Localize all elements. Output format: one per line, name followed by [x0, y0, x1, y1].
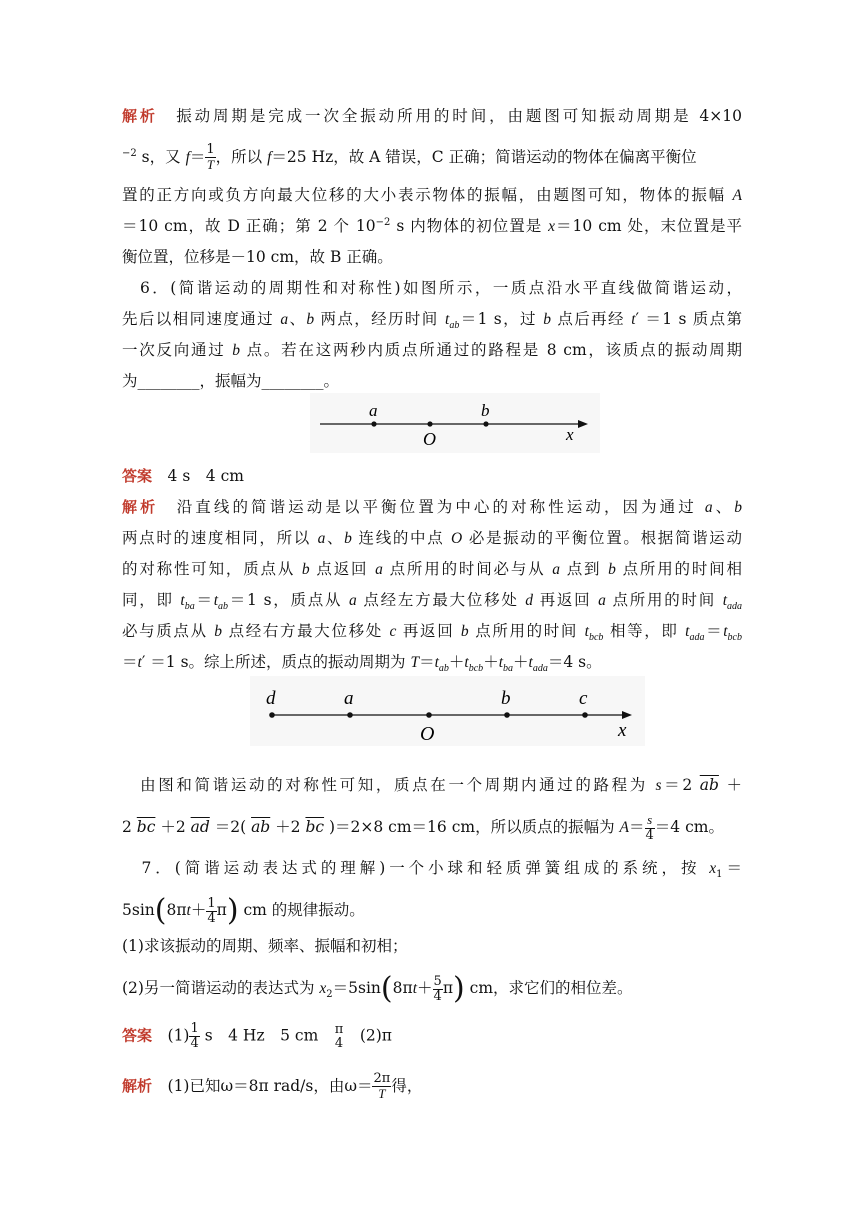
q7-sub-1: (1)求该振动的周期、频率、振幅和初相；	[122, 937, 408, 955]
q7-stem-line-1: 7．(简谐运动表达式的理解)一个小球和轻质弹簧组成的系统，按 $x_1=$	[122, 859, 742, 881]
q7-stem-line-2: 5sin(8πt＋ $\frac{1}{4}$ π) cm 的规律振动。	[122, 893, 365, 928]
svg-text:a: a	[344, 688, 354, 709]
q6-analysis-line-3: 的对称性可知，质点从 b 点返回 a 点所用的时间必与从 a 点到 b 点所用的时间相	[122, 560, 742, 578]
q5-line-5: 衡位置，位移是－10 cm，故 B 正确。	[122, 248, 393, 266]
fraction-1-over-4: $\frac{1}{4}$	[207, 895, 216, 926]
q6-stem-line-2: 先后以相同速度通过 a、b 两点，经历时间 $t_{ab}=1$ s，过 b 点后再经 t′ ＝1 s 质点第	[122, 310, 742, 332]
point-O	[427, 421, 432, 426]
figure-1-line-ab	[310, 393, 600, 453]
q5-line-2: $^{-2}$ s，又 f＝ $\frac{1}{T}$ ，所以 f＝25 Hz，故 A 错误，C 正确；简谐运动的物体在偏离平衡位	[122, 142, 697, 172]
q6-analysis-line-4: 同，即 $t_{ba}=t_{ab}=1$ s，质点从 a 点经左方最大位移处 d 再返回 a 点所用的时间 $t_{ada}$	[122, 591, 742, 613]
q6-answer	[122, 464, 742, 486]
point-d	[269, 712, 275, 718]
point-b	[483, 421, 488, 426]
fraction-s-over-4: $\frac{s}{4}$	[645, 812, 654, 843]
fraction-1-over-T: $\frac{1}{T}$	[206, 142, 215, 172]
svg-text:c: c	[579, 688, 588, 709]
q6-analysis-line-2: 两点时的速度相同，所以 a、b 连线的中点 O 必是振动的平衡位置。根据简谐运动	[122, 529, 742, 547]
q7-answer-label: 答案	[122, 1026, 153, 1045]
svg-text:x: x	[566, 425, 574, 444]
q6-analysis-line-5: 必与质点从 b 点经右方最大位移处 c 再返回 b 点所用的时间 $t_{bcb}$ 相等，即 $t_{ada}=t_{bcb}$	[122, 622, 742, 644]
point-c	[582, 712, 588, 718]
point-a	[347, 712, 353, 718]
point-O	[426, 712, 432, 718]
svg-text:O: O	[420, 723, 435, 745]
q6-stem-line-1: 6．(简谐运动的周期性和对称性)如图所示，一质点沿水平直线做简谐运动，	[122, 279, 742, 297]
q7-analysis-label: 解析	[122, 1077, 153, 1095]
fraction-pi-over-4: π 4	[334, 1021, 344, 1051]
q5-line-1: 解析 振动周期是完成一次全振动所用的时间，由题图可知振动周期是 4×10	[122, 107, 742, 125]
fraction-5-over-4: $\frac{5}{4}$	[433, 973, 442, 1004]
svg-text:d: d	[266, 688, 276, 709]
point-a	[371, 421, 376, 426]
svg-text:O: O	[423, 429, 436, 449]
q5-line-3: 置的正方向或负方向最大位移的大小表示物体的振幅，由题图可知，物体的振幅 A	[122, 186, 742, 204]
fraction-2pi-over-T: $\frac{2\pi}{T}$	[373, 1071, 391, 1101]
svg-text:b: b	[501, 688, 511, 709]
q6-stem-line-3: 一次反向通过 b 点。若在这两秒内质点所通过的路程是 8 cm，该质点的振动周期	[122, 341, 742, 359]
q7-answer: 答案 (1) $\frac{1}{4}$ s 4 Hz 5 cm π 4 (2)π	[122, 1021, 392, 1051]
q6-distance-line-2: 2 $\overline{bc} +2$ $\overline{ad} =2$( $\overline{ab} +2$ $\overline{bc}$ )＝2×8 cm＝16 cm，所以质点的振幅为 A＝ $\frac{s}{4}$ ＝4 cm。	[122, 812, 724, 843]
point-b	[504, 712, 510, 718]
svg-text:a: a	[369, 401, 378, 420]
svg-text:x: x	[618, 720, 627, 741]
figure-2-line-dabc	[250, 676, 645, 746]
svg-text:b: b	[481, 401, 490, 420]
q6-analysis-line-1: 解析 沿直线的简谐运动是以平衡位置为中心的对称性运动，因为通过 a、b	[122, 498, 742, 516]
q6-stem-line-4: 为________，振幅为________。	[122, 372, 340, 390]
fraction-1-over-4-s: $\frac{1}{4}$	[190, 1021, 199, 1051]
q6-analysis-label: 解析	[122, 498, 159, 516]
q7-analysis: 解析 (1)已知ω＝8π rad/s，由ω＝ $\frac{2\pi}{T}$ 得，	[122, 1071, 423, 1101]
q6-answer-text: 4 s 4 cm	[167, 467, 244, 485]
q6-analysis-line-6: ＝t′ ＝1 s。综上所述，质点的振动周期为 $T=t_{ab}+t_{bcb}+t_{ba}+t_{ada}=4$ s。	[122, 653, 602, 675]
q6-answer-label: 答案	[122, 467, 153, 485]
q5-analysis-label: 解析	[122, 107, 158, 125]
q6-distance-line-1: 由图和简谐运动的对称性可知，质点在一个周期内通过的路程为 s＝2 $\overline{ab}$ ＋	[122, 776, 742, 794]
q7-sub-2: (2)另一简谐运动的表达式为 $x_2=5\sin(8\pi t+$ $\frac{5}{4}$ π) cm，求它们的相位差。	[122, 971, 633, 1006]
q5-line-4: ＝10 cm，故 D 正确；第 2 个 $10^{-2}$ s 内物体的初位置是 x＝10 cm 处，末位置是平	[122, 216, 742, 235]
